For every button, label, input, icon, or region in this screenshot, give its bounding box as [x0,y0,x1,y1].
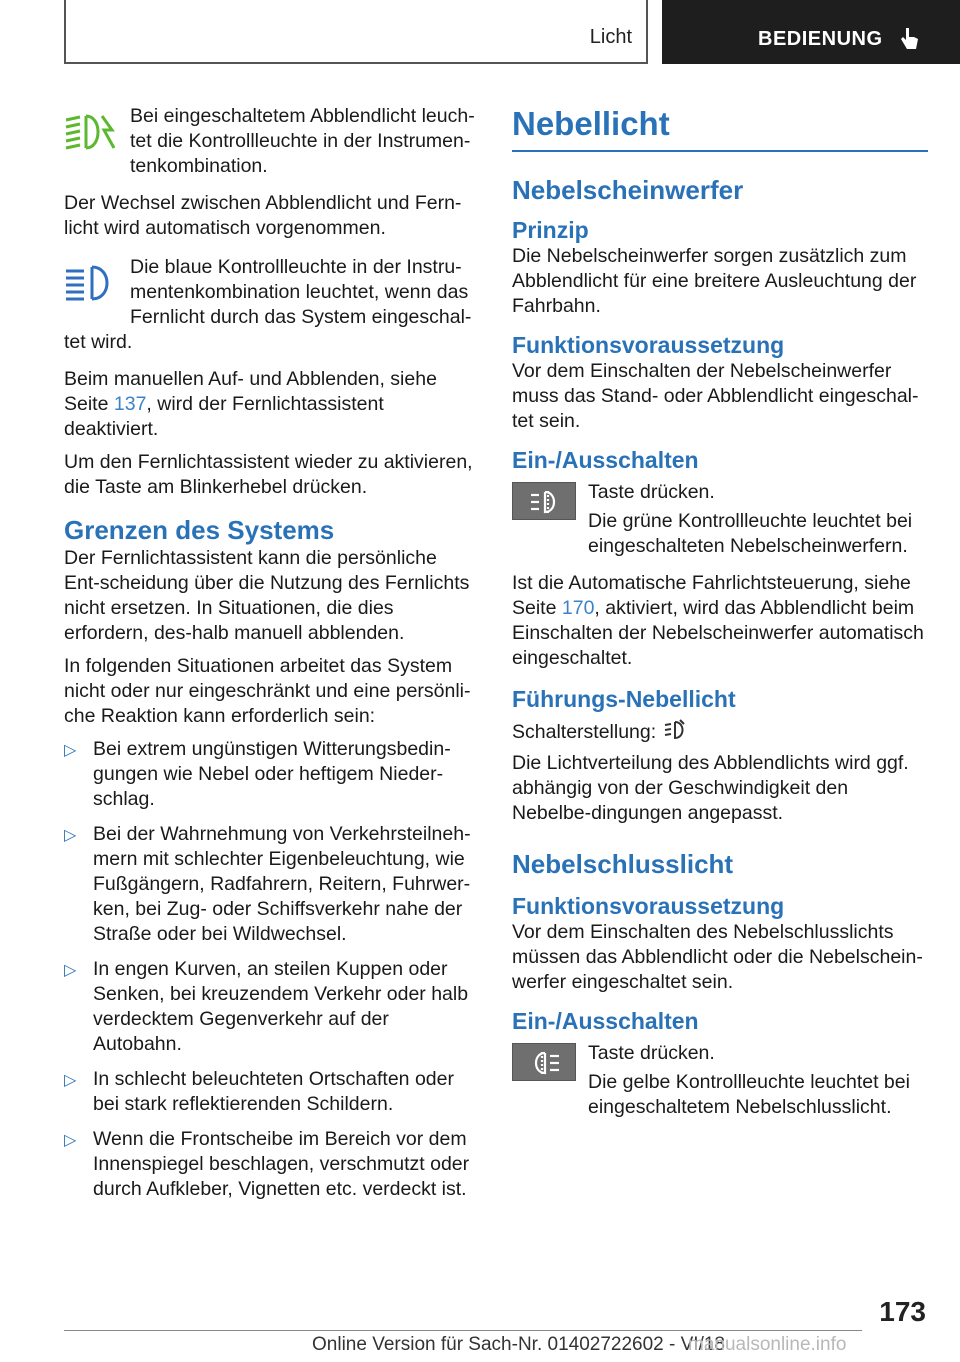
heading-nebellicht-block [512,104,928,152]
list-item: ▷ In engen Kurven, an steilen Kuppen oder Senken, bei kreuzendem Verkehr oder halb verdecktem Gegenverkehr auf der Autobahn. [64,958,469,1055]
list-item: ▷ Bei extrem ungünstigen Witterungsbedin-gungen wie Nebel oder heftigem Nieder-schlag. [64,738,451,810]
paragraph: Der Wechsel zwischen Abblendlicht und Fern-licht wird automatisch vorgenommen. [64,192,462,239]
chapter-tab-label: BEDIENUNG [758,28,883,50]
left-column [64,104,478,1202]
green-indicator-text: Die grüne Kontrollleuchte leuchtet bei eingeschalteten Nebelscheinwerfern. [588,510,913,557]
heading-nebelschlusslicht: Nebelschlusslicht [512,849,734,879]
heading-prinzip: Prinzip [512,217,589,243]
paragraph: Vor dem Einschalten des Nebelschlusslichts müssen das Abblendlicht oder die Nebelschein-werfer eingeschaltet sein. [512,921,923,993]
heading-ein-ausschalten: Ein-/Ausschalten [512,447,699,473]
paragraph: In folgenden Situationen arbeitet das System nicht oder nur eingeschränkt und eine persönli-che Reaktion kann erforderlich sein: [64,655,471,727]
low-beam-indicator-icon [64,112,116,152]
heading-nebellicht: Nebellicht [512,105,670,142]
paragraph: Beim manuellen Auf- und Abblenden, siehe Seite 137, wird der Fernlichtassistent deaktiviert. [64,368,437,440]
rear-fog-button-row [512,1041,928,1120]
heading-grenzen: Grenzen des Systems [64,515,335,545]
right-column [512,104,928,1120]
high-beam-note [64,255,478,355]
bullet-triangle-icon: ▷ [64,742,77,759]
bullet-triangle-icon: ▷ [64,1132,77,1149]
heading-ein-ausschalten: Ein-/Ausschalten [512,1008,699,1034]
heading-nebelscheinwerfer: Nebelscheinwerfer [512,175,744,205]
high-beam-indicator-icon [64,263,116,303]
limitations-list [64,737,478,1202]
high-beam-text-end: tet wird. [64,331,133,353]
bullet-triangle-icon: ▷ [64,1072,77,1089]
yellow-indicator-text: Die gelbe Kontrollleuchte leuchtet bei eingeschaltetem Nebelschlusslicht. [588,1071,910,1118]
paragraph: Die Lichtverteilung des Abblendlichts wird ggf. abhängig von der Geschwindigkeit den Nebelbe-dingungen angepasst. [512,752,909,824]
page-link-137[interactable]: 137 [113,393,147,415]
header-frame [64,0,648,64]
button-instruction: Taste drücken. [588,481,715,503]
footer-version: Online Version für Sach-Nr. 01402722602 - VI/18 [312,1334,725,1355]
list-item: ▷ Bei der Wahrnehmung von Verkehrsteilneh-mern mit schlechter Eigenbeleuchtung, wie Fußgängern, Radfahrern, Reitern, Fuhrwer-ken, bei Zug- oder Schiffsverkehr nahe der Straße oder bei Wildwechsel. [64,823,471,945]
bullet-triangle-icon: ▷ [64,827,77,844]
paragraph: Die Nebelscheinwerfer sorgen zusätzlich zum Abblendlicht für eine breitere Ausleuchtung der Fahrbahn. [512,245,917,317]
watermark: manualsonline.info [688,1334,847,1355]
heading-funktionsvoraussetzung: Funktionsvoraussetzung [512,893,785,919]
list-item: ▷ In schlecht beleuchteten Ortschaften oder bei stark reflektierenden Schildern. [64,1068,454,1115]
paragraph: Um den Fernlichtassistent wieder zu aktivieren, die Taste am Blinkerhebel drücken. [64,451,473,498]
list-item: ▷ Wenn die Frontscheibe im Bereich vor dem Innenspiegel beschlagen, verschmutzt oder durch Aufkleber, Vignetten etc. verdeckt ist. [64,1128,470,1200]
page-link-170[interactable]: 170 [561,597,595,619]
paragraph: Ist die Automatische Fahrlichtsteuerung, siehe Seite 170, aktiviert, wird das Abblendlicht beim Einschalten der Nebelscheinwerfer automatisch eingeschaltet. [512,572,924,669]
paragraph: Der Fernlichtassistent kann die persönliche Ent-scheidung über die Nutzung des Fernlichts nicht ersetzen. In Situationen, die dies erfordern, des-halb manuell abblenden. [64,547,470,644]
low-beam-note [64,104,478,179]
heading-fuehrungs-nebellicht: Führungs-Nebellicht [512,686,736,712]
footer-rule [64,1330,862,1331]
paragraph: Vor dem Einschalten der Nebelscheinwerfer muss das Stand- oder Abblendlicht eingeschal-tet sein. [512,360,919,432]
fog-light-button-row [512,480,928,559]
switch-position-text: Schalterstellung: [512,719,928,745]
pointing-hand-icon [898,26,920,52]
button-instruction: Taste drücken. [588,1042,715,1064]
fog-guidance-icon [662,719,688,741]
low-beam-text: Bei eingeschaltetem Abblendlicht leuch-tet die Kontrollleuchte in der Instrumen-tenkombination. [130,105,475,177]
page-number: 173 [879,1296,926,1327]
section-title: Licht [589,26,632,48]
high-beam-text: Die blaue Kontrollleuchte in der Instru-mentenkombination leuchtet, wenn das Fernlicht durch das System eingeschal- [130,256,472,328]
chapter-tab[interactable] [662,0,960,64]
bullet-triangle-icon: ▷ [64,962,77,979]
heading-funktionsvoraussetzung: Funktionsvoraussetzung [512,332,785,358]
